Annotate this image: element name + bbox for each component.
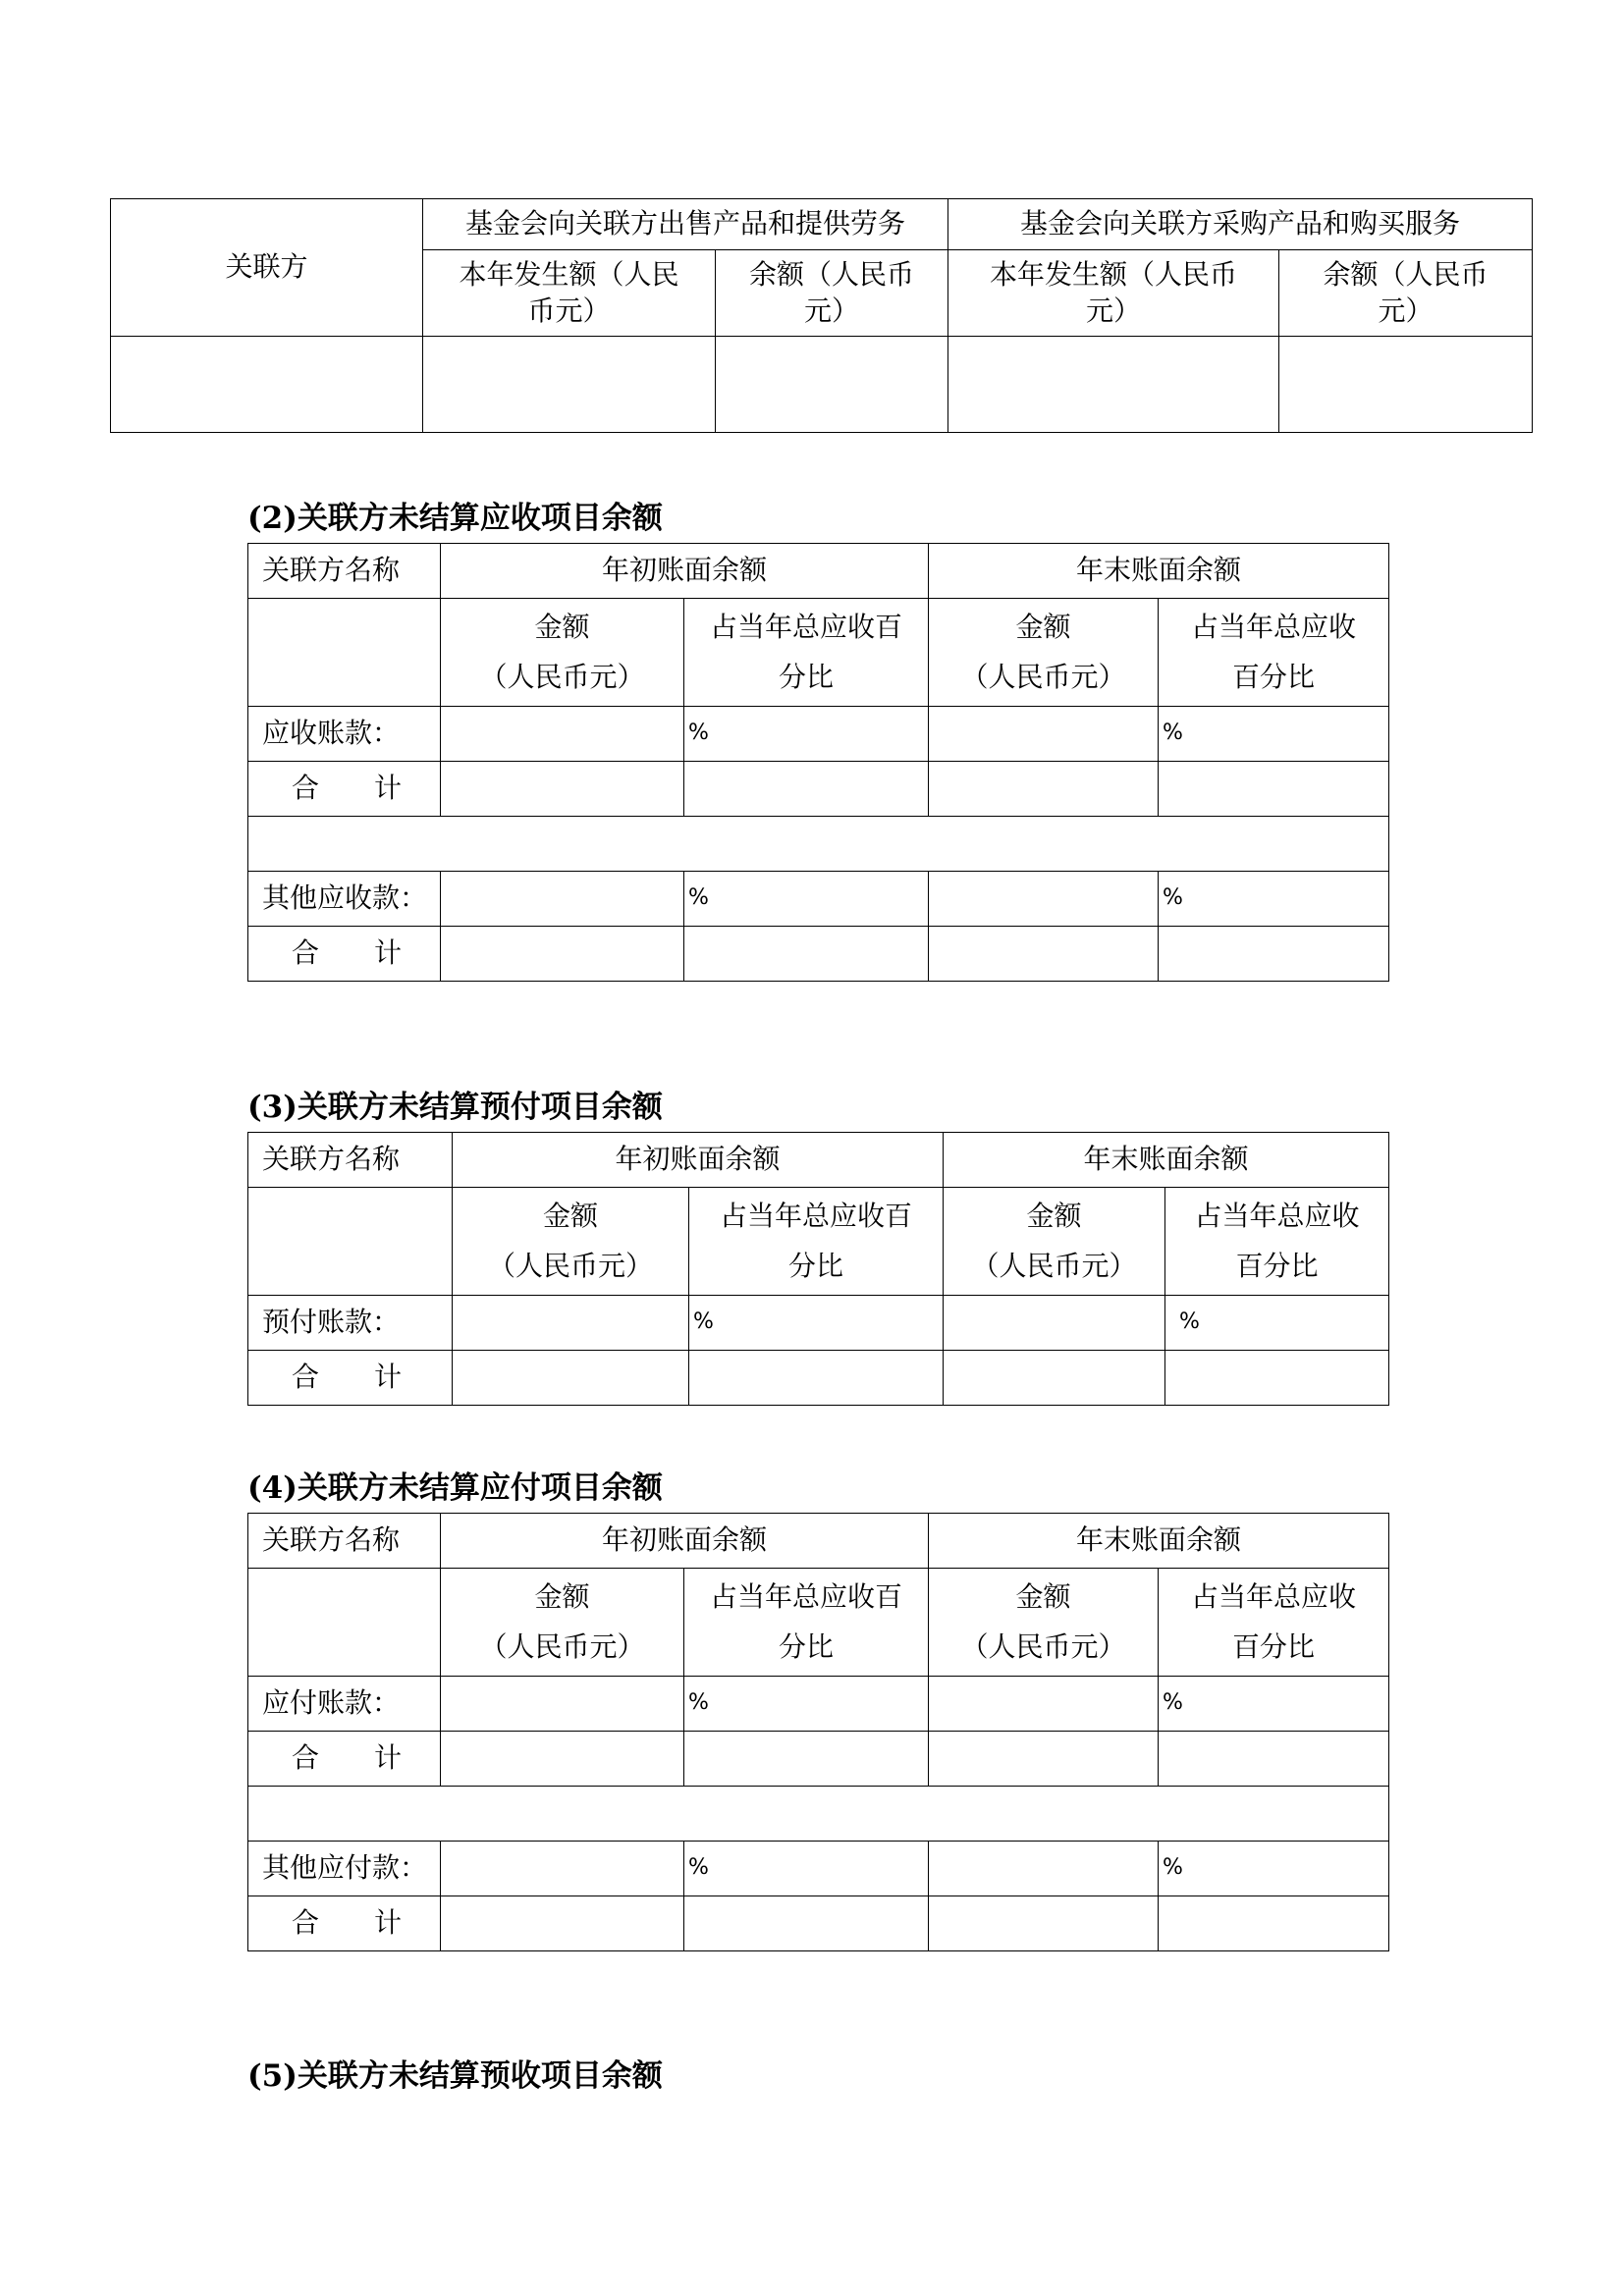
cell xyxy=(929,1896,1159,1951)
cell xyxy=(929,1677,1159,1732)
cell xyxy=(716,337,948,433)
cell xyxy=(441,927,684,982)
pct-cell: % xyxy=(1159,872,1389,927)
pct-cell: % xyxy=(1159,707,1389,762)
spacer-row xyxy=(248,817,1389,872)
cell xyxy=(689,1351,944,1406)
row-label: 应收账款： xyxy=(248,707,441,762)
table-row xyxy=(248,1842,1389,1896)
cell xyxy=(929,872,1159,927)
pct-cell: % xyxy=(684,1842,929,1896)
receivables-table xyxy=(247,543,1389,982)
cell xyxy=(929,927,1159,982)
sell-amount-header: 本年发生额（人民 币元） xyxy=(423,250,716,337)
total-label: 合 计 xyxy=(248,1351,453,1406)
section-5-title: (5)关联方未结算预收项目余额 xyxy=(247,2058,663,2094)
amount-header: 金额 （人民币元） xyxy=(929,599,1159,707)
cell xyxy=(929,1842,1159,1896)
related-party-transactions-table xyxy=(110,198,1533,433)
pct-cell: % xyxy=(689,1296,944,1351)
pct-cell: % xyxy=(684,707,929,762)
row-label: 预付账款： xyxy=(248,1296,453,1351)
cell xyxy=(441,872,684,927)
pct-header: 占当年总应收百 分比 xyxy=(684,599,929,707)
cell xyxy=(111,337,423,433)
table-row xyxy=(248,707,1389,762)
party-name-header: 关联方名称 xyxy=(248,1514,441,1569)
cell xyxy=(441,1677,684,1732)
pct-cell: % xyxy=(1159,1842,1389,1896)
spacer-row xyxy=(248,1787,1389,1842)
row-label: 其他应收款： xyxy=(248,872,441,927)
cell xyxy=(423,337,716,433)
end-balance-header: 年末账面余额 xyxy=(929,544,1389,599)
pct-header: 占当年总应收 百分比 xyxy=(1165,1188,1389,1296)
buy-amount-header: 本年发生额（人民币 元） xyxy=(948,250,1279,337)
amount-header: 金额 （人民币元） xyxy=(929,1569,1159,1677)
table-row xyxy=(248,872,1389,927)
cell xyxy=(441,1732,684,1787)
payables-table xyxy=(247,1513,1389,1951)
cell xyxy=(684,762,929,817)
cell xyxy=(929,762,1159,817)
buy-header: 基金会向关联方采购产品和购买服务 xyxy=(948,199,1533,250)
cell xyxy=(453,1296,689,1351)
sell-balance-header: 余额（人民币 元） xyxy=(716,250,948,337)
row-label: 其他应付款： xyxy=(248,1842,441,1896)
total-label: 合 计 xyxy=(248,1896,441,1951)
cell xyxy=(1159,927,1389,982)
cell xyxy=(441,1842,684,1896)
pct-cell: % xyxy=(1159,1677,1389,1732)
cell xyxy=(453,1351,689,1406)
table-row xyxy=(248,1296,1389,1351)
cell xyxy=(248,817,1389,872)
table-row xyxy=(248,1351,1389,1406)
cell xyxy=(1159,1732,1389,1787)
buy-balance-header: 余额（人民币 元） xyxy=(1279,250,1533,337)
cell xyxy=(684,1732,929,1787)
pct-cell: % xyxy=(684,872,929,927)
section-2-title: (2)关联方未结算应收项目余额 xyxy=(247,501,663,536)
begin-balance-header: 年初账面余额 xyxy=(453,1133,944,1188)
end-balance-header: 年末账面余额 xyxy=(944,1133,1389,1188)
cell xyxy=(948,337,1279,433)
begin-balance-header: 年初账面余额 xyxy=(441,1514,929,1569)
cell xyxy=(441,762,684,817)
pct-cell: % xyxy=(1165,1296,1389,1351)
pct-header: 占当年总应收 百分比 xyxy=(1159,599,1389,707)
end-balance-header: 年末账面余额 xyxy=(929,1514,1389,1569)
cell xyxy=(929,1732,1159,1787)
table-row xyxy=(248,927,1389,982)
table-row xyxy=(248,1896,1389,1951)
cell xyxy=(1159,1896,1389,1951)
cell xyxy=(248,599,441,707)
pct-header: 占当年总应收 百分比 xyxy=(1159,1569,1389,1677)
pct-header: 占当年总应收百 分比 xyxy=(684,1569,929,1677)
cell xyxy=(684,927,929,982)
table-row xyxy=(248,762,1389,817)
amount-header: 金额 （人民币元） xyxy=(453,1188,689,1296)
cell xyxy=(929,707,1159,762)
amount-header: 金额 （人民币元） xyxy=(944,1188,1165,1296)
cell xyxy=(248,1188,453,1296)
cell xyxy=(441,1896,684,1951)
table-row xyxy=(111,337,1533,433)
cell xyxy=(1279,337,1533,433)
begin-balance-header: 年初账面余额 xyxy=(441,544,929,599)
total-label: 合 计 xyxy=(248,762,441,817)
amount-header: 金额 （人民币元） xyxy=(441,1569,684,1677)
cell xyxy=(944,1296,1165,1351)
cell xyxy=(441,707,684,762)
table-row xyxy=(248,1677,1389,1732)
cell xyxy=(248,1569,441,1677)
section-3-title: (3)关联方未结算预付项目余额 xyxy=(247,1090,663,1125)
cell xyxy=(944,1351,1165,1406)
party-name-header: 关联方名称 xyxy=(248,1133,453,1188)
section-4-title: (4)关联方未结算应付项目余额 xyxy=(247,1470,663,1506)
party-name-header: 关联方名称 xyxy=(248,544,441,599)
cell xyxy=(248,1787,1389,1842)
row-label: 应付账款： xyxy=(248,1677,441,1732)
cell xyxy=(1165,1351,1389,1406)
pct-header: 占当年总应收百 分比 xyxy=(689,1188,944,1296)
party-header: 关联方 xyxy=(111,199,423,337)
sell-header: 基金会向关联方出售产品和提供劳务 xyxy=(423,199,948,250)
pct-cell: % xyxy=(684,1677,929,1732)
cell xyxy=(1159,762,1389,817)
total-label: 合 计 xyxy=(248,927,441,982)
total-label: 合 计 xyxy=(248,1732,441,1787)
table-row xyxy=(248,1732,1389,1787)
cell xyxy=(684,1896,929,1951)
amount-header: 金额 （人民币元） xyxy=(441,599,684,707)
prepayments-table xyxy=(247,1132,1389,1406)
